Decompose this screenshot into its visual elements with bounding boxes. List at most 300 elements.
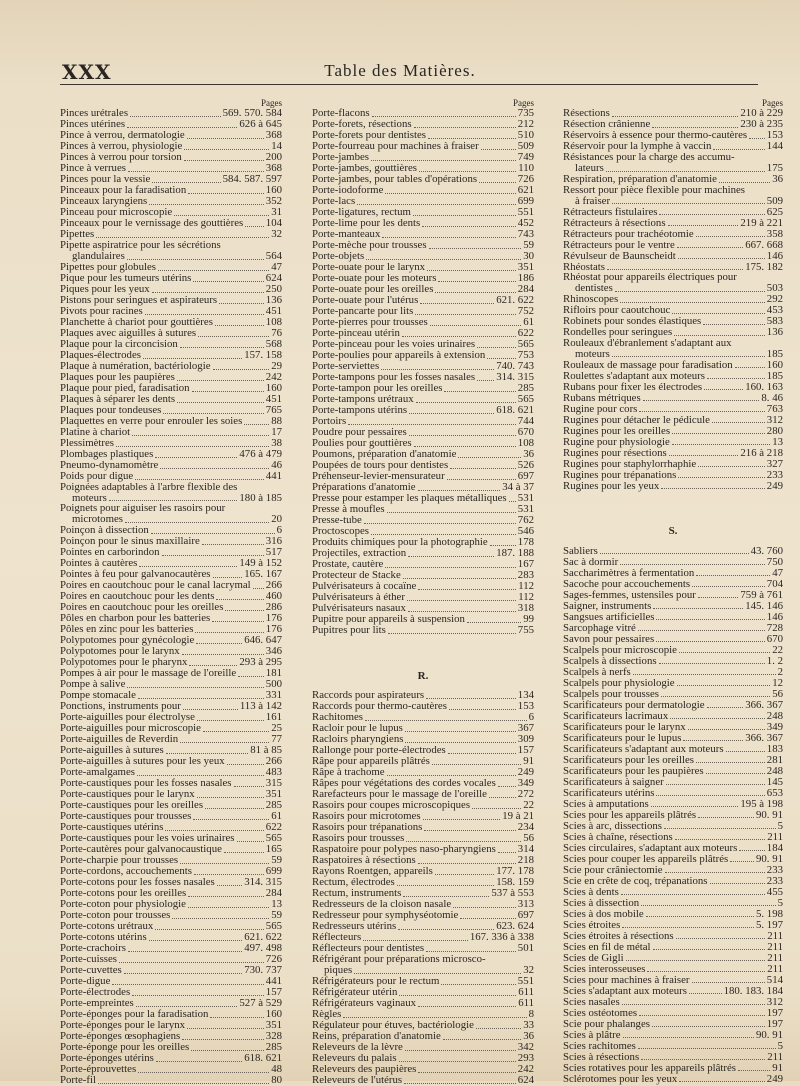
entry-label: Scarificateurs pour les paupières [563, 764, 704, 777]
dot-leader [668, 215, 739, 226]
entry-pages: 653 [766, 786, 783, 799]
entry-label: Porte-flacons [312, 107, 370, 120]
entry-label: Régulateur pour étuves, bactériologie [312, 1019, 474, 1031]
entry-label: Scies rachitomes [563, 1039, 636, 1052]
entry-pages: 230 à 235 [740, 118, 783, 131]
entry-label: à fraiser [575, 194, 611, 207]
entry-pages: 211 [767, 962, 783, 975]
entry-label: Porte-pinceau utérin [312, 327, 400, 340]
entry-pages: 160 [265, 1008, 282, 1021]
entry-pages: 280 [766, 424, 783, 437]
entry-label: Pinces pour la vessie [60, 173, 151, 186]
entry-pages: 349 [517, 777, 534, 790]
index-entry [312, 1075, 534, 1086]
entry-label: Scies ostéotomes [563, 1006, 638, 1019]
dot-leader [151, 523, 275, 534]
entry-pages: 743 [517, 228, 534, 241]
dot-leader [615, 281, 765, 292]
dot-leader [404, 1073, 516, 1084]
entry-pages: 565 [265, 832, 282, 845]
entry-label: Ponctions, instruments pour [60, 700, 181, 713]
entry-label: Scies à arc, dissections [563, 819, 662, 832]
dot-leader [656, 609, 764, 620]
dot-leader [187, 1018, 264, 1029]
entry-pages: 91 [523, 755, 534, 768]
entry-pages: 551 [517, 975, 534, 987]
entry-label: Sages-femmes, ustensiles pour [563, 588, 696, 601]
dot-leader [143, 348, 242, 359]
dot-leader [661, 686, 770, 697]
dot-leader [509, 491, 516, 502]
dot-leader [189, 655, 237, 666]
entry-pages: 210 à 229 [740, 107, 783, 120]
entry-label: Rugines pour les yeux [563, 479, 660, 492]
entry-label: Porte-mèche pour trousses [312, 239, 427, 252]
dot-leader [696, 565, 770, 576]
entry-label: Plaques avec aiguilles à sutures [60, 327, 197, 339]
index-column-1 [60, 98, 282, 1086]
entry-label: Saigner, instruments [563, 599, 652, 612]
entry-label: Scies à plâtre [563, 1028, 621, 1041]
dot-leader [719, 172, 770, 183]
entry-label: Porte-cautères pour galvanocaustique [60, 843, 222, 856]
dot-leader [669, 445, 739, 456]
dot-leader [405, 1040, 516, 1051]
dot-leader [643, 390, 760, 401]
entry-label: Pupitres pour lits [312, 624, 386, 637]
dot-leader [155, 919, 264, 930]
entry-label: Pulvérisateurs nasaux [312, 602, 406, 615]
entry-label: Savon pour pessaires [563, 632, 655, 645]
index-entry [312, 855, 534, 866]
dot-leader [193, 809, 269, 820]
entry-pages: 510 [517, 129, 534, 142]
entry-pages: 366. 367 [745, 698, 783, 711]
dot-leader [672, 423, 765, 434]
entry-pages: 584. 587. 597 [222, 173, 282, 186]
entry-label: Pupitre pour appareils à suspension [312, 613, 465, 626]
pages-column-header: Pages [762, 98, 783, 108]
dot-leader [477, 370, 494, 381]
entry-pages: 346 [265, 645, 282, 658]
entry-label: Rhéostat pour appareils électriques pour [563, 271, 737, 284]
dot-leader [138, 1062, 269, 1073]
entry-label: Scies interosseuses [563, 962, 646, 975]
dot-leader [184, 150, 264, 161]
entry-pages: 211 [767, 951, 783, 964]
dot-leader [677, 675, 771, 686]
dot-leader [180, 337, 264, 348]
entry-pages: 618. 621 [496, 404, 534, 417]
dot-leader [418, 1062, 515, 1073]
dot-leader [385, 183, 515, 194]
entry-pages: 451 [265, 393, 282, 405]
entry-pages: 249 [517, 766, 534, 779]
entry-label: Pinceaux pour la faradisation [60, 184, 187, 197]
dot-leader [707, 368, 765, 379]
dot-leader [481, 139, 516, 150]
entry-pages: 517 [265, 546, 282, 559]
entry-label: Pipette aspiratrice pour les sécrétions [60, 239, 221, 251]
dot-leader [656, 631, 765, 642]
entry-pages: 281 [766, 753, 783, 766]
dot-leader [407, 590, 516, 601]
entry-pages: 618. 621 [244, 1052, 282, 1065]
entry-pages: 242 [265, 371, 282, 383]
entry-pages: 180 à 185 [239, 491, 282, 504]
entry-label: Plaques pour les paupières [60, 371, 175, 383]
dot-leader [203, 721, 269, 732]
dot-leader [162, 545, 264, 556]
entry-label: Rugines pour détacher le pédicule [563, 413, 710, 426]
index-entry [563, 480, 783, 491]
entry-label: Pipettes [60, 228, 95, 241]
entry-pages: 56 [523, 832, 534, 845]
entry-pages: 441 [265, 975, 282, 988]
entry-pages: 452 [517, 217, 534, 230]
entry-label: Porte-forets pour dentistes [312, 129, 426, 142]
dot-leader [109, 490, 238, 501]
dot-leader [149, 194, 264, 205]
entry-label: Porte-caustiques pour trousses [60, 810, 192, 823]
entry-label: Porte-jambes, pour tables d'opérations [312, 173, 478, 186]
entry-label: Scies pour machines à fraiser [563, 973, 690, 986]
dot-leader [197, 787, 264, 798]
entry-label: Porte-cuvettes [60, 964, 122, 977]
entry-pages: 48 [271, 1063, 282, 1076]
dot-leader [710, 873, 765, 884]
entry-pages: 501 [517, 942, 534, 955]
entry-label: Porte-pierres pour trousses [312, 316, 428, 329]
entry-label: Scies à dents [563, 885, 619, 898]
index-entry [563, 1073, 783, 1084]
dot-leader [726, 741, 765, 752]
entry-label: Scies à chaîne, résections [563, 830, 673, 843]
entry-pages: 17 [271, 426, 282, 438]
entry-pages: 626 à 645 [239, 118, 282, 131]
entry-pages: 316 [265, 535, 282, 548]
entry-pages: 59 [271, 854, 282, 867]
page-number: XXX [62, 60, 112, 84]
entry-label: Releveurs du palais [312, 1052, 397, 1064]
dot-leader [641, 895, 775, 906]
index-entry [60, 1075, 282, 1086]
dot-leader [704, 379, 743, 390]
dot-leader [188, 897, 269, 908]
entry-label: Poulies pour gouttières [312, 437, 412, 450]
entry-pages: 697 [517, 909, 534, 922]
dot-leader [678, 248, 765, 259]
entry-label: Rétracteurs pour le ventre [563, 238, 675, 251]
entry-pages: 104 [265, 217, 282, 230]
entry-label: Poupées de tours pour dentistes [312, 459, 449, 472]
index-entry [60, 471, 282, 482]
entry-label: Résections [563, 107, 610, 120]
entry-label: Scalpels pour microscopie [563, 643, 677, 656]
dot-leader [194, 864, 264, 875]
entry-pages: 110 [518, 162, 534, 175]
dot-leader [127, 249, 264, 260]
dot-leader [213, 359, 270, 370]
dot-leader [692, 576, 765, 587]
entry-label: glandulaires [72, 250, 125, 262]
entry-pages: 146 [766, 249, 783, 262]
dot-leader [476, 1018, 521, 1029]
dot-leader [198, 326, 269, 337]
dot-leader [449, 699, 516, 710]
entry-label: Scarificateurs lacrimaux [563, 709, 669, 722]
entry-pages: 36 [523, 1030, 534, 1042]
entry-pages: 80 [271, 1074, 282, 1086]
dot-leader [405, 721, 516, 732]
entry-pages: 136 [766, 326, 783, 339]
entry-label: Porte-tampons pour les fosses nasales [312, 371, 476, 384]
entry-pages: 146 [766, 610, 783, 623]
dot-leader [713, 139, 764, 150]
entry-pages: 38 [271, 437, 282, 449]
entry-pages: 5 [777, 896, 783, 909]
entry-pages: 108 [517, 437, 534, 450]
dot-leader [429, 238, 522, 249]
dot-leader [212, 611, 264, 622]
entry-pages: 8. 46 [761, 391, 783, 404]
dot-leader [414, 117, 516, 128]
entry-pages: 726 [517, 173, 534, 186]
entry-pages: 762 [517, 514, 534, 527]
entry-pages: 704 [766, 577, 783, 590]
entry-pages: 283 [517, 569, 534, 582]
entry-pages: 726 [265, 953, 282, 966]
entry-pages: 177. 178 [496, 865, 534, 878]
entry-label: Porte-forets, résections [312, 118, 412, 131]
dot-leader [703, 314, 765, 325]
entry-label: Protecteur de Stacke [312, 569, 401, 582]
dot-leader [427, 260, 516, 271]
entry-label: Rasoirs pour coupes microscopiques [312, 799, 471, 812]
entry-pages: 175. 182 [745, 260, 783, 273]
entry-pages: 34 à 37 [502, 481, 534, 494]
entry-label: Rouleaux de massage pour faradisation [563, 358, 733, 371]
entry-pages: 219 à 221 [740, 216, 783, 229]
entry-pages: 43. 760 [750, 544, 783, 557]
entry-label: Rugines pour résections [563, 446, 667, 459]
entry-label: Rarefacteurs pour le massage de l'oreille [312, 788, 487, 801]
entry-label: Porte-cuisses [60, 953, 117, 966]
entry-pages: 351 [517, 261, 534, 274]
dot-leader [453, 897, 516, 908]
dot-leader [127, 677, 263, 688]
dot-leader [385, 557, 515, 568]
entry-label: Porte-empreintes [60, 997, 134, 1010]
entry-pages: 623. 624 [496, 920, 534, 933]
section-heading: S. [668, 525, 678, 538]
dot-leader [387, 765, 516, 776]
dot-leader [659, 653, 765, 664]
dot-leader [196, 633, 242, 644]
entry-label: Rayons Roentgen, appareils [312, 865, 433, 878]
entry-label: Scalpels à dissections [563, 654, 657, 667]
entry-label: Scies en fil de métal [563, 940, 651, 953]
dot-leader [234, 776, 264, 787]
dot-leader [397, 875, 494, 886]
dot-leader [382, 227, 515, 238]
dot-leader [177, 392, 264, 403]
entry-label: Scarificateurs pour le lupus [563, 731, 682, 744]
dot-leader [128, 161, 264, 172]
entry-pages: 315 [265, 777, 282, 790]
entry-pages: 233 [766, 863, 783, 876]
dot-leader [641, 1049, 765, 1060]
entry-label: Pompes à air pour le massage de l'oreille [60, 667, 237, 680]
entry-label: Sacoche pour accouchements [563, 577, 691, 590]
entry-label: Râpe pour appareils plâtrés [312, 755, 430, 768]
entry-label: lateurs [575, 162, 604, 174]
dot-leader [620, 292, 765, 303]
entry-pages: 90. 91 [756, 808, 783, 821]
dot-leader [664, 818, 776, 829]
dot-leader [441, 974, 515, 985]
entry-label: Scies circulaires, s'adaptant aux moteurs [563, 841, 738, 854]
entry-label: Poudre pour pessaires [312, 426, 407, 439]
entry-pages: 195 à 198 [740, 797, 783, 810]
dot-leader [422, 216, 516, 227]
dot-leader [130, 106, 221, 117]
entry-pages: 218 [517, 854, 534, 867]
entry-pages: 153 [517, 700, 534, 713]
entry-pages: 740. 743 [496, 360, 534, 373]
dot-leader [192, 381, 264, 392]
entry-label: Raspatoire pour polypes naso-pharyngiens [312, 843, 496, 856]
entry-label: Sac à dormir [563, 555, 619, 568]
entry-pages: 234 [517, 821, 534, 834]
dot-leader [244, 414, 269, 425]
entry-label: Réfrigérateur utérin [312, 986, 398, 998]
entry-label: Pôles en charbon pour les batteries [60, 612, 211, 625]
dot-leader [409, 403, 494, 414]
entry-pages: 81 à 85 [250, 744, 282, 757]
dot-leader [676, 928, 766, 939]
dot-leader [696, 226, 765, 237]
entry-label: microtomes [72, 513, 123, 526]
entry-pages: 441 [265, 470, 282, 482]
entry-pages: 29 [271, 360, 282, 372]
entry-label: Porte-ligatures, rectum [312, 206, 411, 219]
entry-pages: 753 [517, 349, 534, 362]
dot-leader [128, 941, 242, 952]
entry-pages: 211 [767, 929, 783, 942]
entry-pages: 5. 198 [756, 907, 783, 920]
dot-leader [237, 831, 264, 842]
entry-label: Reins, préparation d'anatomie [312, 1030, 441, 1042]
entry-label: Réfrigérant pour préparations microsco- [312, 953, 486, 965]
dot-leader [137, 765, 264, 776]
entry-pages: 565 [265, 920, 282, 933]
entry-pages: 211 [767, 830, 783, 843]
entry-label: Scarificateurs pour le larynx [563, 720, 686, 733]
entry-label: Plaques pour tondeuses [60, 404, 162, 416]
entry-pages: 13 [772, 435, 783, 448]
entry-label: Rasoirs pour trousses [312, 832, 405, 845]
entry-label: Plaque à numération, bactériologie [60, 360, 211, 372]
entry-label: Scarificateurs s'adaptant aux moteurs [563, 742, 724, 755]
entry-label: Scarificateurs utérins [563, 786, 655, 799]
entry-pages: 460 [265, 590, 282, 603]
dot-leader [448, 743, 516, 754]
entry-label: Plaque pour la circoncision [60, 338, 178, 350]
entry-pages: 765 [265, 404, 282, 416]
entry-label: Sclérotomes pour les yeux [563, 1072, 678, 1085]
entry-label: Scies pour couper les appareils plâtrés [563, 852, 729, 865]
index-entry [312, 361, 534, 372]
dot-leader [245, 216, 264, 227]
dot-leader [659, 204, 764, 215]
entry-pages: 368 [265, 129, 282, 142]
entry-pages: 285 [265, 1041, 282, 1054]
dot-leader [612, 106, 739, 117]
dot-leader [490, 535, 516, 546]
dot-leader [202, 534, 264, 545]
dot-leader [205, 798, 264, 809]
entry-label: Porte-aiguilles pour microscopie [60, 722, 201, 735]
entry-pages: 233 [766, 874, 783, 887]
entry-label: Poires en caoutchouc pour les oreilles [60, 601, 224, 614]
entry-label: Porte-éponges œsophagiens [60, 1030, 181, 1043]
entry-label: Scies étroites à résections [563, 929, 674, 942]
entry-label: Scies s'adaptant aux moteurs [563, 984, 687, 997]
entry-label: Piques pour les yeux [60, 283, 150, 295]
entry-label: Presse à moufles [312, 503, 385, 516]
entry-label: Rétracteurs pour trachéotomie [563, 227, 694, 240]
entry-pages: 293 à 295 [239, 656, 282, 669]
entry-pages: 32 [523, 964, 534, 976]
entry-label: Porte-éprouvettes [60, 1063, 137, 1076]
entry-pages: 569. 570. 584 [222, 107, 282, 120]
entry-pages: 503 [766, 282, 783, 295]
dot-leader [418, 579, 516, 590]
entry-pages: 735 [517, 107, 534, 120]
entry-label: Rachitomes [312, 711, 363, 724]
entry-label: Scarificateurs pour les oreilles [563, 753, 695, 766]
entry-pages: 186 [517, 272, 534, 285]
entry-pages: 5. 197 [756, 918, 783, 931]
dot-leader [420, 293, 494, 304]
entry-pages: 476 à 479 [239, 448, 282, 460]
dot-leader [224, 842, 264, 853]
index-entry [60, 558, 282, 569]
dot-leader [387, 502, 516, 513]
entry-label: Rhéostats [563, 260, 605, 273]
entry-pages: 36 [772, 173, 783, 185]
dot-leader [183, 699, 238, 710]
dot-leader [365, 710, 527, 721]
entry-label: Scies nasales [563, 995, 620, 1008]
dot-leader [403, 568, 516, 579]
entry-pages: 59 [271, 909, 282, 922]
entry-label: Rugine pour physiologie [563, 435, 670, 448]
dot-leader [172, 908, 269, 919]
entry-pages: 77 [271, 733, 282, 746]
entry-label: Porte-éponges pour la faradisation [60, 1008, 209, 1021]
entry-label: Polypotomes pour le pharynx [60, 656, 188, 669]
entry-label: Porte-caustiques pour le larynx [60, 788, 195, 801]
entry-label: Pinceau pour microscopie [60, 206, 173, 219]
entry-pages: 759 à 761 [740, 588, 783, 601]
entry-label: Porte-ouate pour les oreilles [312, 283, 434, 296]
dot-leader [193, 271, 263, 282]
entry-label: Rubans métriques [563, 391, 641, 404]
entry-label: Porte-tampons urétraux [312, 393, 414, 406]
dot-leader [688, 719, 765, 730]
